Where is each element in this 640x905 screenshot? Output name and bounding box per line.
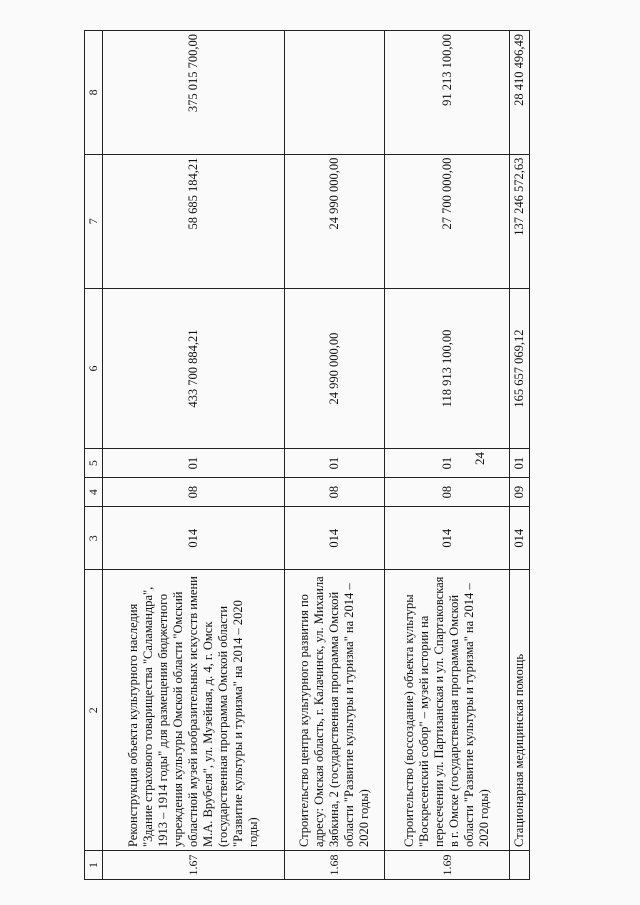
- row-amount-7: 27 700 000,00: [385, 154, 510, 288]
- header-cell-6: 6: [85, 288, 103, 448]
- row-name: Реконструкция объекта культурного наследия "Здание страхового товарищества "Саламандра", 1913 – 1914 годы" для размещения бюджетного учреждения культуры Омской области "Омский областной музей изобразительных искусств имени М.А. Врубеля", ул. Музейная, д. 4, г. Омск (государственная программа Омской области "Развитие культуры и туризма" на 2014 – 2020 годы): [103, 570, 285, 850]
- header-cell-8: 8: [85, 31, 103, 155]
- row-name: Строительство центра культурного развития по адресу: Омская область, г. Калачинск, ул. Михаила Зябкина, 2 (государственная программа Омской области "Развитие культуры и туризма" на 2014 – 2020 годы): [285, 570, 385, 850]
- row-code-4: 08: [285, 478, 385, 507]
- header-cell-7: 7: [85, 154, 103, 288]
- row-code-3: 014: [285, 507, 385, 570]
- row-amount-7: 24 990 000,00: [285, 154, 385, 288]
- row-code-4: 08: [103, 478, 285, 507]
- row-code-5: 01: [510, 449, 530, 478]
- header-cell-3: 3: [85, 507, 103, 570]
- table-row: [285, 31, 385, 880]
- row-code-3: 014: [510, 507, 530, 570]
- row-amount-6: 165 657 069,12: [510, 288, 530, 448]
- header-cell-2: 2: [85, 570, 103, 850]
- row-amount-8: [285, 31, 385, 155]
- rotated-content: [84, 30, 524, 880]
- row-code-5: 01: [103, 449, 285, 478]
- summary-row: [510, 31, 530, 880]
- header-row: [85, 31, 103, 880]
- row-amount-6: 24 990 000,00: [285, 288, 385, 448]
- row-name: Стационарная медицинская помощь: [510, 570, 530, 850]
- row-code-4: 09: [510, 478, 530, 507]
- row-number: 1.69: [385, 850, 510, 879]
- row-amount-6: 433 700 884,21: [103, 288, 285, 448]
- header-cell-5: 5: [85, 449, 103, 478]
- row-amount-7: 137 246 572,63: [510, 154, 530, 288]
- header-cell-4: 4: [85, 478, 103, 507]
- row-number: 1.67: [103, 850, 285, 879]
- row-amount-8: 375 015 700,00: [103, 31, 285, 155]
- budget-table: [84, 30, 530, 880]
- row-number: 1.68: [285, 850, 385, 879]
- header-cell-1: 1: [85, 850, 103, 879]
- row-amount-6: 118 913 100,00: [385, 288, 510, 448]
- row-code-3: 014: [385, 507, 510, 570]
- row-code-4: 08: [385, 478, 510, 507]
- row-name: Строительство (воссоздание) объекта культуры "Воскресенский собор" – музей истории на пересечении ул. Партизанская и ул. Спартаковская в г. Омске (государственная программа Омской области "Развитие культуры и туризма" на 2014 – 2020 годы): [385, 570, 510, 850]
- row-code-5: 01: [385, 449, 510, 478]
- table-row: [103, 31, 285, 880]
- table-row: [385, 31, 510, 880]
- row-number: [510, 850, 530, 879]
- row-code-3: 014: [103, 507, 285, 570]
- row-amount-7: 58 685 184,21: [103, 154, 285, 288]
- row-amount-8: 91 213 100,00: [385, 31, 510, 155]
- page-number: 24: [472, 452, 487, 465]
- row-amount-8: 28 410 496,49: [510, 31, 530, 155]
- row-code-5: 01: [285, 449, 385, 478]
